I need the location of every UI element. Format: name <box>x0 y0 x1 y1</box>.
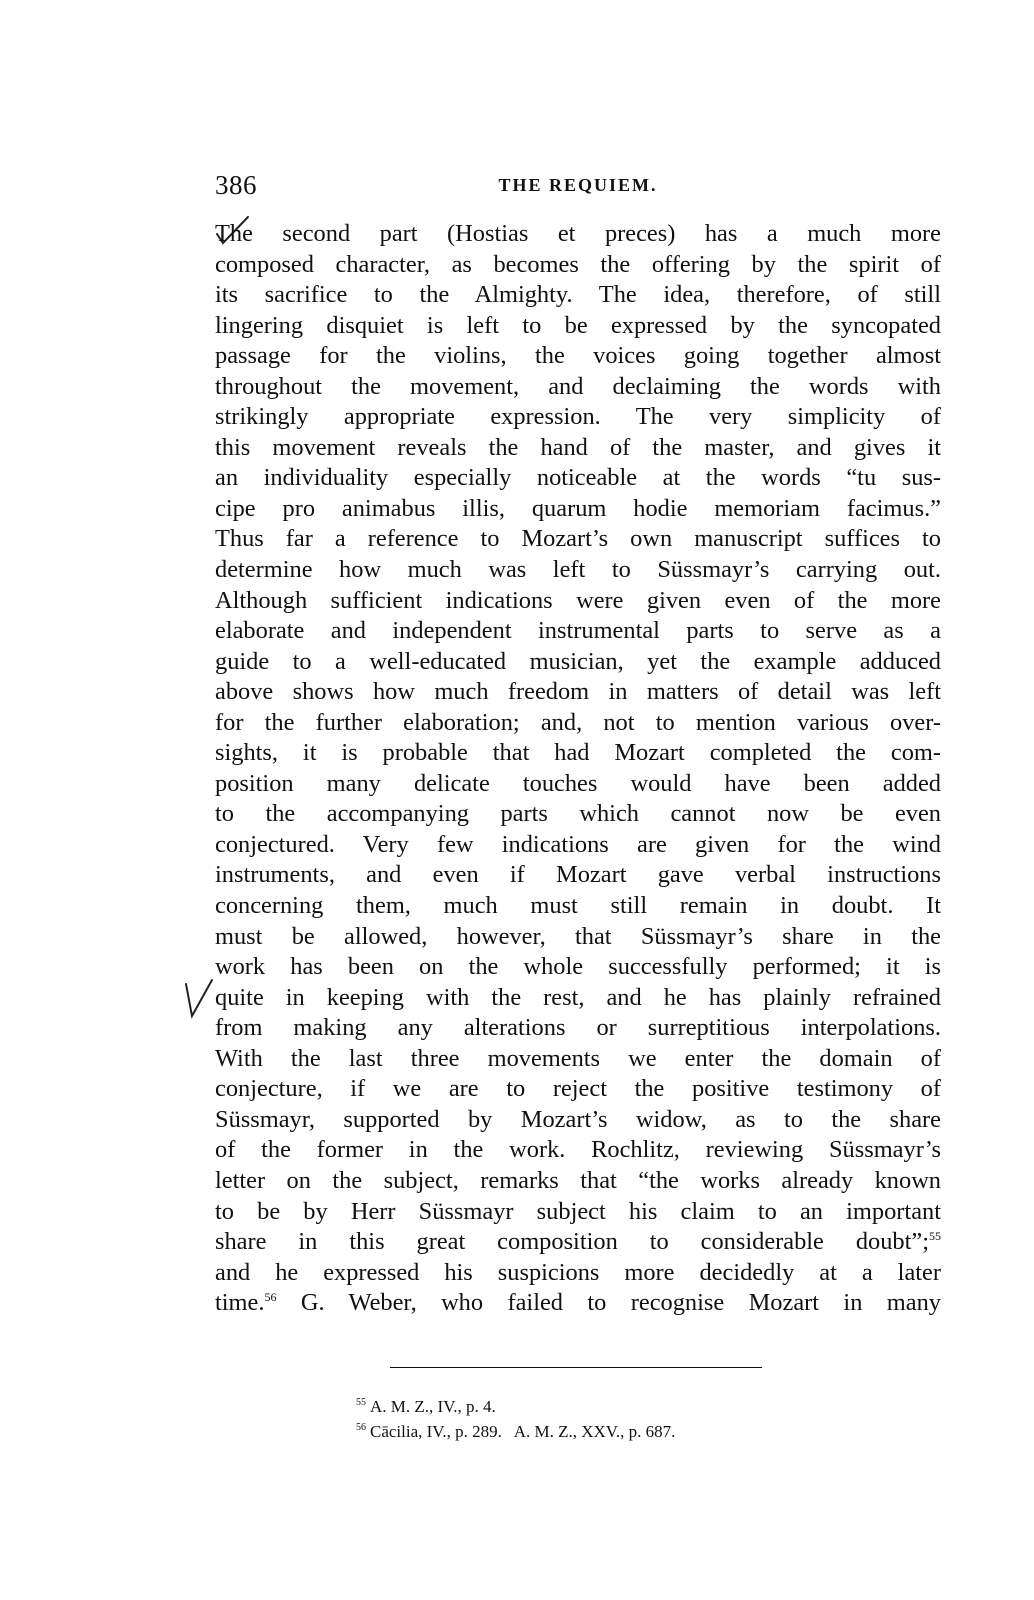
page-number: 386 <box>215 170 257 200</box>
text-line: an individuality especially noticeable at the words “tu sus- <box>215 464 941 492</box>
body-text <box>215 219 941 1319</box>
text-line: The second part (Hostias et preces) has a much more <box>215 220 941 247</box>
text-line: for the further elaboration; and, not to mention various over- <box>215 708 941 736</box>
text-line: quite in keeping with the rest, and he has plainly refrained <box>215 983 941 1011</box>
text-line: Thus far a reference to Mozart’s own manuscript suffices to <box>215 525 941 553</box>
text-line: above shows how much freedom in matters of detail was left <box>215 678 941 706</box>
footnote-text: Cācilia, IV., p. 289. A. M. Z., XXV., p. 687. <box>370 1422 676 1441</box>
text-line-segment: share in this great composition to considerable doubt”; <box>215 1228 929 1256</box>
text-line: Süssmayr, supported by Mozart’s widow, as to the share <box>215 1105 941 1133</box>
text-line: sights, it is probable that had Mozart completed the com- <box>215 739 941 767</box>
footnotes <box>356 1394 675 1444</box>
pencil-check-mark-icon <box>184 978 216 1020</box>
footnote-rule <box>390 1367 762 1368</box>
footnote-ref-55: 55 <box>929 1228 941 1243</box>
text-line: passage for the violins, the voices going together almost <box>215 342 941 370</box>
footnote-text: A. M. Z., IV., p. 4. <box>370 1397 496 1416</box>
text-line: letter on the subject, remarks that “the works already known <box>215 1166 941 1194</box>
text-line: this movement reveals the hand of the master, and gives it <box>215 433 941 461</box>
text-line: instruments, and even if Mozart gave verbal instructions <box>215 861 941 889</box>
text-line: its sacrifice to the Almighty. The idea, therefore, of still <box>215 281 941 309</box>
footnote-number: 55 <box>356 1397 366 1409</box>
text-line: composed character, as becomes the offering by the spirit of <box>215 250 941 278</box>
text-line: Although sufficient indications were given even of the more <box>215 586 941 614</box>
text-line: elaborate and independent instrumental parts to serve as a <box>215 617 941 645</box>
text-line <box>215 1288 941 1319</box>
text-line: conjectured. Very few indications are given for the wind <box>215 830 941 858</box>
text-line: to be by Herr Süssmayr subject his claim to an important <box>215 1197 941 1225</box>
text-line: With the last three movements we enter the domain of <box>215 1044 941 1072</box>
text-line: work has been on the whole successfully performed; it is <box>215 953 941 981</box>
text-line <box>215 1227 941 1258</box>
text-line: cipe pro animabus illis, quarum hodie memoriam facimus.” <box>215 494 941 522</box>
text-line: of the former in the work. Rochlitz, reviewing Süssmayr’s <box>215 1136 941 1164</box>
footnote <box>356 1394 675 1419</box>
text-line: determine how much was left to Süssmayr’s carrying out. <box>215 556 941 584</box>
text-line: throughout the movement, and declaiming the words with <box>215 372 941 400</box>
text-line-segment: G. Weber, who failed to recognise Mozart in many <box>276 1289 941 1317</box>
text-line-segment: time. <box>215 1289 265 1317</box>
text-line: must be allowed, however, that Süssmayr’s share in the <box>215 922 941 950</box>
text-line: strikingly appropriate expression. The very simplicity of <box>215 403 941 431</box>
text-line: lingering disquiet is left to be expressed by the syncopated <box>215 311 941 339</box>
running-title: THE REQUIEM. <box>498 175 658 195</box>
footnote-ref-56: 56 <box>264 1290 277 1305</box>
text-line: and he expressed his suspicions more decidedly at a later <box>215 1258 941 1286</box>
footnote-number: 56 <box>356 1422 366 1434</box>
text-line: from making any alterations or surreptitious interpolations. <box>215 1014 941 1042</box>
text-line: conjecture, if we are to reject the positive testimony of <box>215 1075 941 1103</box>
running-head <box>215 170 941 200</box>
text-line: guide to a well-educated musician, yet the example adduced <box>215 647 941 675</box>
text-line: position many delicate touches would have been added <box>215 769 941 797</box>
text-line: concerning them, much must still remain in doubt. It <box>215 892 941 920</box>
text-line: to the accompanying parts which cannot now be even <box>215 800 941 828</box>
footnote <box>356 1419 675 1444</box>
